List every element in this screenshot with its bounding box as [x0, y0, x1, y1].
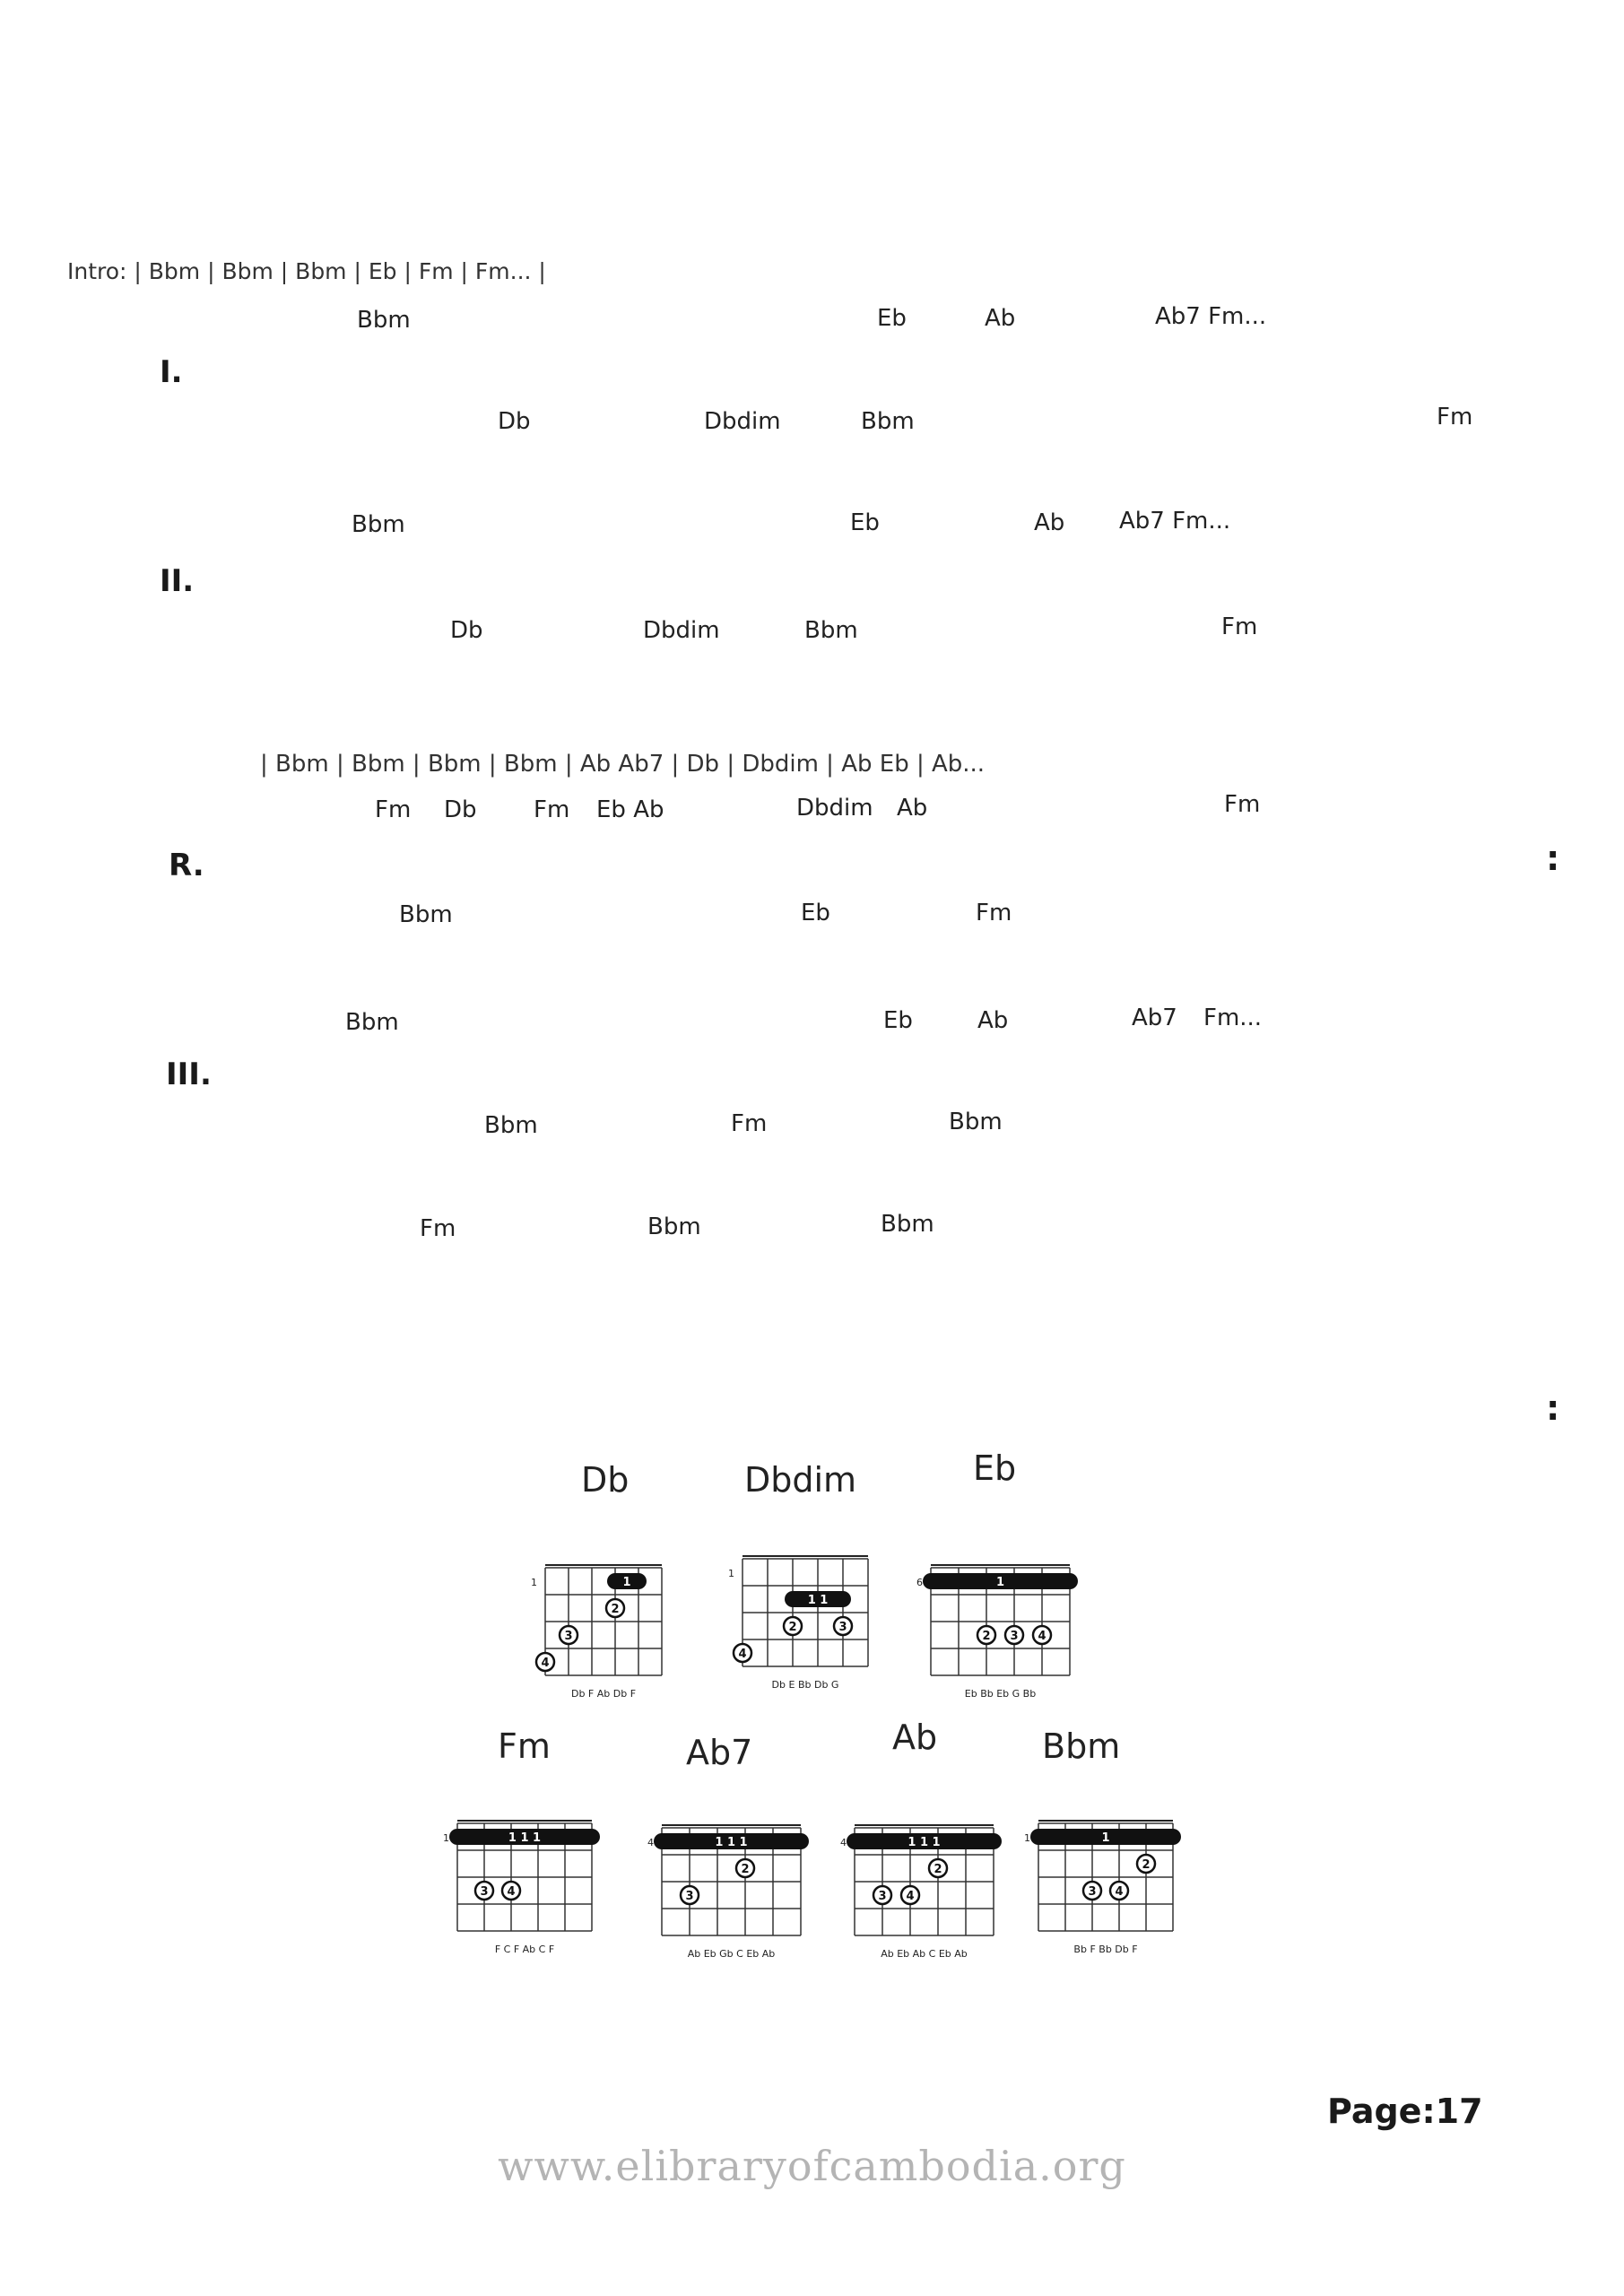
lyric-line	[256, 1256, 1152, 1299]
chord-diagram-eb	[906, 1552, 1085, 1709]
fret-number: 1	[1024, 1832, 1030, 1844]
chord-diagram-db	[520, 1552, 677, 1709]
margin-mark: :	[1546, 1388, 1560, 1428]
string-notes: Ab Eb Gb C Eb Ab	[687, 1948, 776, 1960]
chord: Fm	[1437, 404, 1473, 430]
chord: Ab	[985, 305, 1016, 332]
chord-diagram-fm	[432, 1807, 607, 1987]
chord: Db	[444, 796, 477, 823]
chord-diagram-title: Ab7	[686, 1733, 753, 1772]
barre-label: 1 1 1	[908, 1836, 941, 1849]
lyric-line	[256, 942, 1152, 985]
fret-number: 1	[531, 1577, 537, 1588]
chord: Eb	[801, 900, 830, 926]
interlude-progression: | Bbm | Bbm | Bbm | Bbm | Ab Ab7 | Db | Dbdim | Ab Eb | Ab...	[260, 751, 986, 778]
finger-number: 3	[878, 1890, 887, 1903]
chord-diagram-bbm	[1013, 1807, 1188, 1987]
fret-number: 6	[916, 1577, 923, 1588]
section-marker-2: II.	[160, 563, 195, 599]
lyric-line	[256, 1152, 1152, 1196]
finger-number: 4	[1038, 1630, 1046, 1643]
finger-number: 3	[1088, 1885, 1097, 1899]
finger-number: 3	[480, 1885, 489, 1899]
chord: Bbm	[949, 1109, 1003, 1135]
string-notes: F C F Ab C F	[494, 1944, 555, 1955]
chord: Bbm	[484, 1112, 538, 1139]
chord-diagram-ab7	[637, 1812, 816, 1987]
intro-progression: Intro: | Bbm | Bbm | Bbm | Eb | Fm | Fm... |	[67, 258, 546, 284]
finger-number: 4	[507, 1885, 516, 1899]
chord: Ab7 Fm...	[1119, 508, 1231, 535]
finger-number: 2	[982, 1630, 991, 1643]
finger-number: 4	[738, 1648, 747, 1661]
chord: Fm...	[1203, 1004, 1263, 1031]
barre-label: 1	[1101, 1831, 1110, 1845]
string-notes: Db F Ab Db F	[570, 1688, 637, 1700]
chord-diagram-title: Ab	[892, 1718, 938, 1757]
finger-number: 3	[685, 1890, 694, 1903]
finger-number: 3	[838, 1621, 847, 1634]
chord: Bbm	[804, 617, 858, 644]
chord: Ab	[977, 1007, 1009, 1034]
string-notes: Bb F Bb Db F	[1073, 1944, 1138, 1955]
page-number: Page:17	[1327, 2092, 1483, 2131]
chord-diagram-title: Bbm	[1042, 1726, 1121, 1766]
chord: Ab7	[1132, 1004, 1177, 1031]
fret-number: 1	[728, 1568, 734, 1579]
finger-number: 2	[934, 1863, 942, 1876]
lyric-line	[256, 1048, 1152, 1091]
chord: Dbdim	[796, 795, 873, 822]
section-marker-refrain: R.	[169, 848, 204, 883]
chord: Fm	[420, 1215, 456, 1242]
section-marker-1: I.	[160, 354, 183, 390]
lyric-line	[256, 447, 1152, 490]
lyric-line	[256, 659, 1152, 702]
chord: Fm	[375, 796, 412, 823]
barre-label: 1	[995, 1576, 1005, 1589]
chord-diagram-title: Dbdim	[744, 1460, 857, 1500]
finger-number: 2	[788, 1621, 797, 1634]
margin-mark: :	[1546, 839, 1560, 878]
lyric-line	[256, 348, 1152, 391]
chord: Fm	[1221, 613, 1258, 640]
chord: Db	[498, 408, 531, 435]
chord-diagram-dbdim	[717, 1543, 883, 1709]
string-notes: Ab Eb Ab C Eb Ab	[881, 1948, 968, 1960]
finger-number: 3	[564, 1630, 573, 1643]
chord: Bbm	[861, 408, 915, 435]
lyric-line	[256, 836, 1152, 879]
finger-number: 2	[1142, 1858, 1151, 1872]
barre-label: 1 1 1	[715, 1836, 748, 1849]
section-marker-3: III.	[166, 1057, 212, 1092]
chord: Eb	[877, 305, 907, 332]
finger-number: 4	[541, 1657, 550, 1670]
chord: Ab	[1034, 509, 1065, 536]
string-notes: Eb Bb Eb G Bb	[964, 1688, 1037, 1700]
chord: Ab7 Fm...	[1155, 303, 1267, 330]
chord: Dbdim	[643, 617, 720, 644]
chord-diagram-title: Db	[581, 1460, 630, 1500]
chord-diagram-title: Fm	[498, 1726, 551, 1766]
chord-diagram-ab	[829, 1812, 1009, 1987]
finger-number: 2	[741, 1863, 750, 1876]
chord: Db	[450, 617, 483, 644]
finger-number: 4	[906, 1890, 915, 1903]
chord: Bbm	[352, 511, 405, 538]
finger-number: 2	[611, 1603, 620, 1616]
chord: Eb Ab	[596, 796, 664, 823]
chord: Fm	[1224, 791, 1261, 818]
chord: Bbm	[647, 1213, 701, 1240]
interlude-label	[67, 744, 139, 784]
fret-number: 4	[840, 1837, 847, 1848]
chord: Eb	[883, 1007, 913, 1034]
chord: Bbm	[357, 307, 411, 334]
song-title	[0, 85, 1624, 157]
barre-label: 1	[622, 1576, 631, 1589]
chord: Bbm	[345, 1009, 399, 1036]
chord: Fm	[976, 900, 1012, 926]
composer-credit	[67, 208, 534, 248]
chord: Fm	[534, 796, 570, 823]
chord: Bbm	[881, 1211, 934, 1238]
copyright-notice	[130, 2099, 1251, 2138]
fretboard	[743, 1556, 868, 1666]
chord: Eb	[850, 509, 880, 536]
chord-diagram-title: Eb	[973, 1448, 1017, 1488]
barre-label: 1 1	[807, 1594, 829, 1607]
barre-label: 1 1 1	[508, 1831, 542, 1845]
watermark: www.elibraryofcambodia.org	[498, 2142, 1126, 2190]
chord: Ab	[897, 795, 928, 822]
chord: Dbdim	[704, 408, 781, 435]
fret-number: 4	[647, 1837, 654, 1848]
string-notes: Db E Bb Db G	[771, 1679, 839, 1691]
lyric-line	[256, 554, 1152, 597]
chord: Bbm	[399, 901, 453, 928]
chord: Fm	[731, 1110, 768, 1137]
fret-number: 1	[443, 1832, 449, 1844]
finger-number: 4	[1115, 1885, 1124, 1899]
finger-number: 3	[1010, 1630, 1019, 1643]
